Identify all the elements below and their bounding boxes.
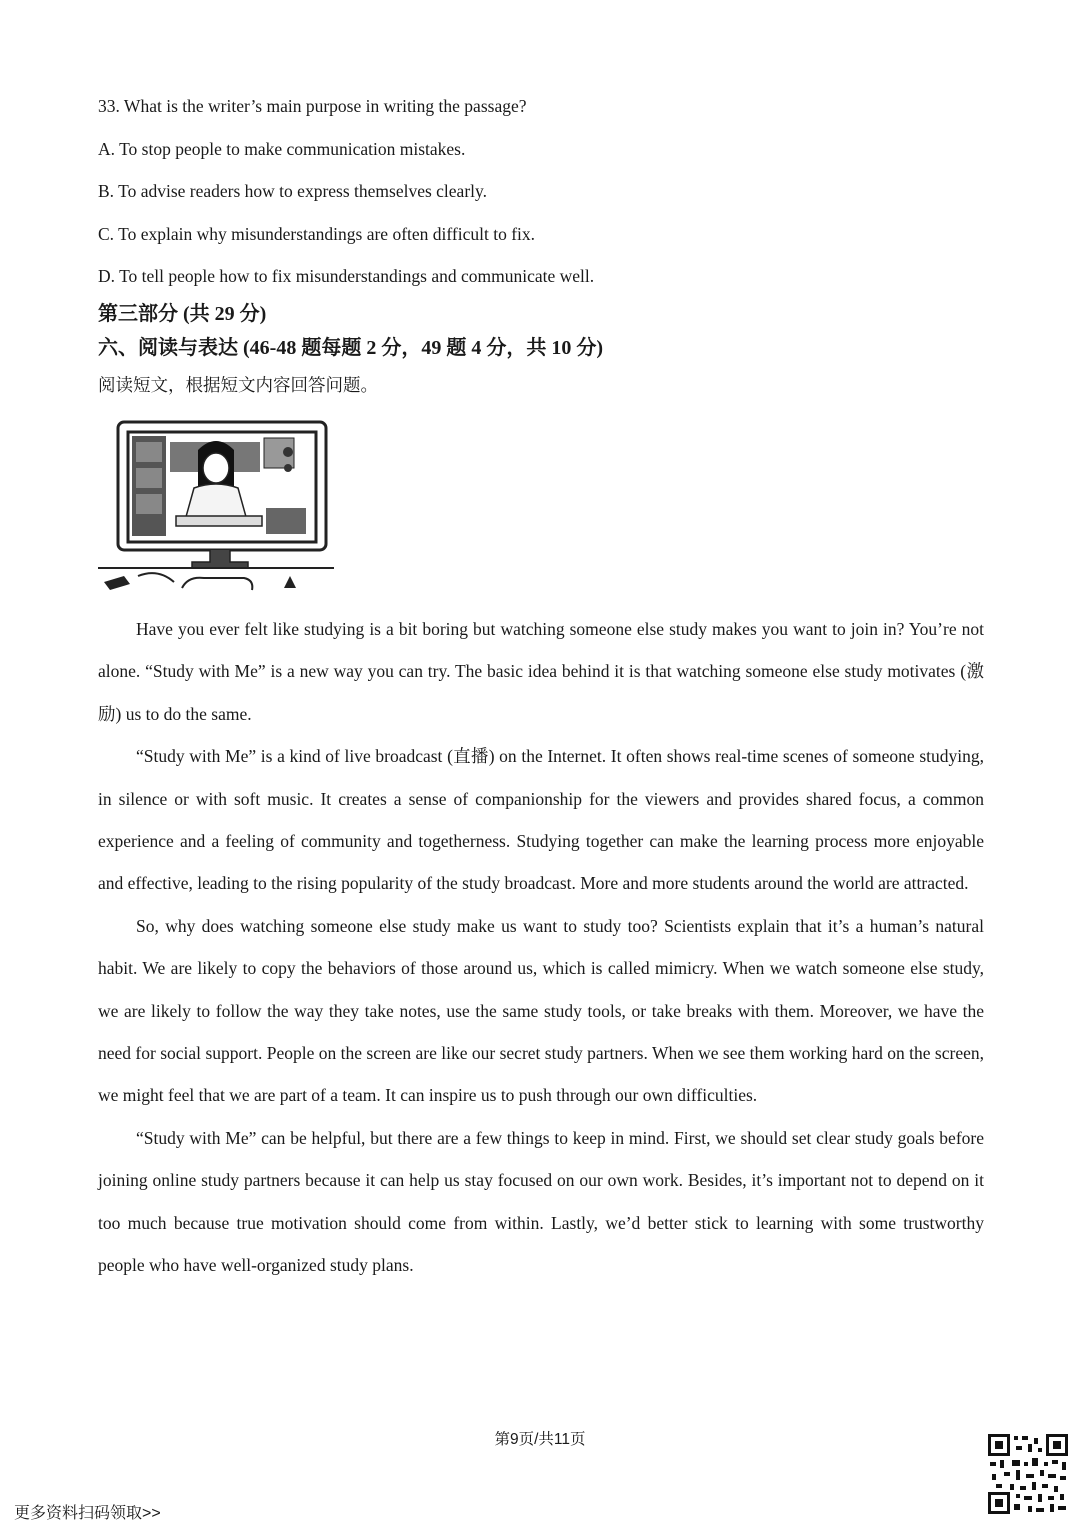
passage-paragraph: So, why does watching someone else study make us want to study too? Scientists explain that it’s a human’s natural habit. We are likely to copy the behaviors of those around us, which is called mimicry. When we watch someone else study, we are likely to follow the way they take notes, use the same study tools, or take breaks with them. Moreover, we have the need for social support. People on the screen are like our secret study partners. When we see them working hard on the screen, we might feel that we are part of a team. It can inspire us to push through our own difficulties. [98,915,984,1106]
study-illustration [98,412,334,594]
option-d: D. To tell people how to fix misunderstandings and communicate well. [98,266,595,286]
qr-code-icon[interactable] [988,1434,1068,1514]
question-stem: 33. What is the writer’s main purpose in writing the passage? [98,96,527,116]
option-a: A. To stop people to make communication mistakes. [98,139,466,159]
section-heading: 六、阅读与表达 (46-48 题每题 2 分，49 题 4 分，共 10 分) [98,337,603,359]
more-resources-link[interactable]: 更多资料扫码领取>> [14,1505,161,1522]
passage-paragraph: “Study with Me” can be helpful, but there are a few things to keep in mind. First, we should set clear study goals before joining online study partners because it can help us stay focused on our own work. Besides, it’s important not to depend on it too much because true motivation should come from within. Lastly, we’d better stick to learning with some trustworthy people who have well-organized study plans. [98,1127,984,1276]
passage-paragraph: Have you ever felt like studying is a bit boring but watching someone else study makes you want to join in? You’re not alone. “Study with Me” is a new way you can try. The basic idea behind it is that watching someone else study motivates (激励) us to do the same. [98,619,984,724]
page-number: 第9页/共11页 [494,1431,586,1448]
option-c: C. To explain why misunderstandings are often difficult to fix. [98,224,536,244]
part-heading: 第三部分 (共 29 分) [98,303,267,325]
instruction-text: 阅读短文，根据短文内容回答问题。 [98,375,378,395]
option-b: B. To advise readers how to express themselves clearly. [98,181,488,201]
passage-paragraph: “Study with Me” is a kind of live broadcast (直播) on the Internet. It often shows real-time scenes of someone studying, in silence or with soft music. It creates a sense of companionship for the viewers and provides shared focus, a common experience and a feeling of community and togetherness. Studying together can make the learning process more enjoyable and effective, leading to the rising popularity of the study broadcast. More and more students around the world are attracted. [98,746,984,894]
reading-passage [98,608,984,1287]
